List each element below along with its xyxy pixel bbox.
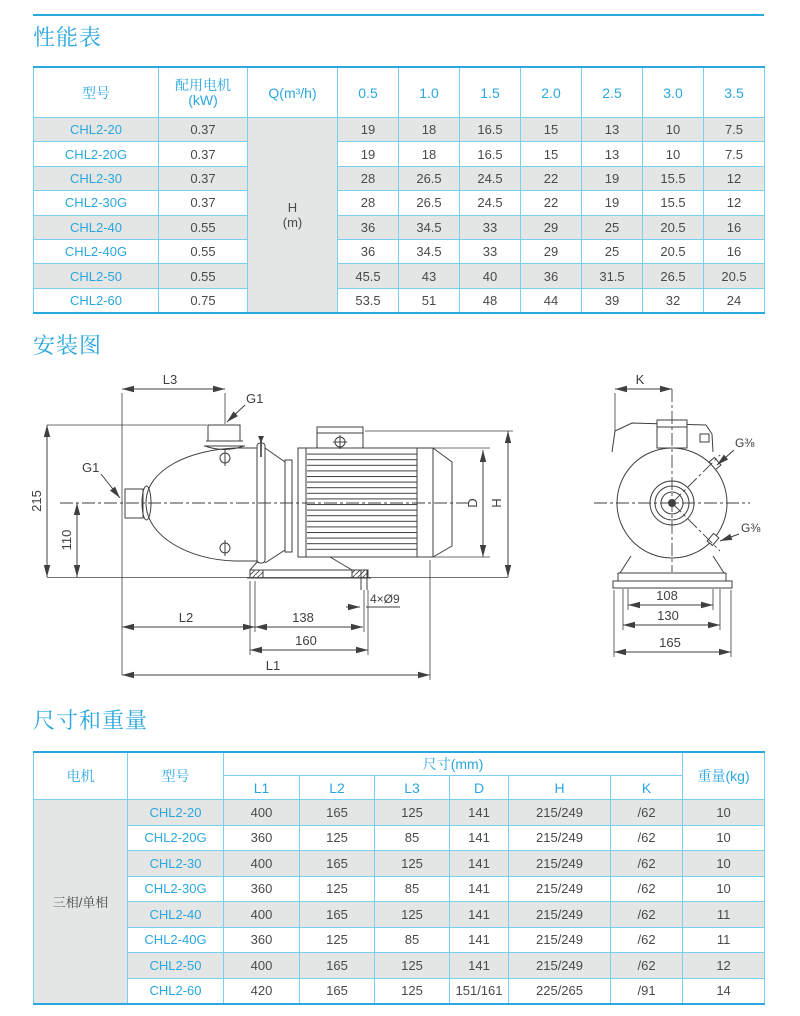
- dim-value-cell: 215/249: [509, 851, 611, 877]
- flow-value-cell: 16: [704, 215, 765, 239]
- flow-value-cell: 16.5: [460, 118, 521, 142]
- dim-value-cell: 85: [375, 927, 450, 953]
- dim-value-cell: 125: [375, 978, 450, 1004]
- weight-cell: 10: [683, 876, 765, 902]
- weight-cell: 12: [683, 953, 765, 979]
- weight-cell: 14: [683, 978, 765, 1004]
- dim-value-cell: /91: [611, 978, 683, 1004]
- model-cell: CHL2-50: [128, 953, 224, 979]
- col-header-dim-l1: L1: [224, 776, 300, 800]
- dim-value-cell: 85: [375, 876, 450, 902]
- model-cell: CHL2-60: [128, 978, 224, 1004]
- flow-value-cell: 45.5: [338, 264, 399, 288]
- dim-value-cell: 125: [375, 851, 450, 877]
- flow-value-cell: 26.5: [399, 166, 460, 190]
- dim-value-cell: 215/249: [509, 902, 611, 928]
- flow-value-cell: 36: [338, 239, 399, 263]
- motor-power-line2: (kW): [188, 91, 218, 108]
- flow-value-cell: 15: [521, 142, 582, 166]
- flow-value-cell: 39: [582, 288, 643, 313]
- dim-value-cell: 151/161: [450, 978, 509, 1004]
- dim-value-cell: 400: [224, 851, 300, 877]
- weight-cell: 10: [683, 825, 765, 851]
- dim-label-110: 110: [59, 529, 74, 551]
- flow-value-cell: 36: [521, 264, 582, 288]
- col-header-motor: 电机: [34, 752, 128, 800]
- dim-value-cell: /62: [611, 800, 683, 826]
- flow-value-cell: 10: [643, 118, 704, 142]
- power-cell: 0.75: [159, 288, 248, 313]
- flow-value-cell: 20.5: [704, 264, 765, 288]
- flow-value-cell: 7.5: [704, 142, 765, 166]
- dim-value-cell: /62: [611, 927, 683, 953]
- flow-value-cell: 28: [338, 166, 399, 190]
- model-cell: CHL2-20: [128, 800, 224, 826]
- dim-value-cell: 165: [300, 902, 375, 928]
- dim-value-cell: 420: [224, 978, 300, 1004]
- flow-value-cell: 19: [338, 118, 399, 142]
- dim-value-cell: 215/249: [509, 800, 611, 826]
- weight-cell: 11: [683, 902, 765, 928]
- section-title-performance: 性能表: [33, 25, 103, 50]
- dim-value-cell: 400: [224, 800, 300, 826]
- dimensions-row: [34, 876, 765, 902]
- base-feet: [247, 557, 371, 590]
- flow-value-cell: 43: [399, 264, 460, 288]
- terminal-box: [317, 427, 363, 449]
- dim-value-cell: 360: [224, 927, 300, 953]
- flow-value-cell: 13: [582, 142, 643, 166]
- dim-value-cell: /62: [611, 825, 683, 851]
- flow-value-cell: 19: [338, 142, 399, 166]
- dim-label-g1-left: G1: [82, 460, 100, 475]
- dim-value-cell: 215/249: [509, 953, 611, 979]
- col-header-flow-0: 0.5: [338, 67, 399, 118]
- power-cell: 0.37: [159, 118, 248, 142]
- performance-table: [33, 66, 765, 314]
- dimensions-row: [34, 953, 765, 979]
- inlet-port: [125, 489, 143, 518]
- col-header-flow-3: 2.0: [521, 67, 582, 118]
- flow-value-cell: 34.5: [399, 239, 460, 263]
- dim-label-160: 160: [295, 633, 317, 648]
- flow-value-cell: 19: [582, 191, 643, 215]
- col-header-flow-5: 3.0: [643, 67, 704, 118]
- col-header-weight: 重量(kg): [683, 752, 765, 800]
- flow-value-cell: 15.5: [643, 166, 704, 190]
- dim-value-cell: 125: [375, 800, 450, 826]
- dim-label-d: D: [465, 498, 480, 508]
- model-cell: CHL2-30G: [34, 191, 159, 215]
- flow-value-cell: 18: [399, 118, 460, 142]
- dim-value-cell: 141: [450, 825, 509, 851]
- flow-value-cell: 10: [643, 142, 704, 166]
- dim-value-cell: 165: [300, 800, 375, 826]
- lantern-adapter: [265, 448, 306, 563]
- flow-value-cell: 22: [521, 166, 582, 190]
- performance-row: [34, 166, 765, 190]
- section-title-installation: 安装图: [33, 333, 103, 358]
- dim-label-k: K: [635, 372, 645, 387]
- motor-type-merged-cell: 三相/单相: [34, 800, 128, 1005]
- flow-value-cell: 25: [582, 215, 643, 239]
- dim-label-h: H: [489, 498, 504, 508]
- flow-value-cell: 22: [521, 191, 582, 215]
- dim-label-138: 138: [292, 610, 314, 625]
- dim-label-g1-top: G1: [246, 391, 264, 406]
- flow-value-cell: 34.5: [399, 215, 460, 239]
- col-header-flow-1: 1.0: [399, 67, 460, 118]
- dim-label-g38-bottom: G⅜: [741, 521, 761, 535]
- col-header-dimensions-group: 尺寸(mm): [224, 752, 683, 776]
- flow-value-cell: 33: [460, 215, 521, 239]
- flow-value-cell: 19: [582, 166, 643, 190]
- dimensions-table: [33, 751, 765, 1005]
- power-cell: 0.55: [159, 239, 248, 263]
- model-cell: CHL2-50: [34, 264, 159, 288]
- dim-value-cell: 225/265: [509, 978, 611, 1004]
- dim-value-cell: /62: [611, 876, 683, 902]
- model-cell: CHL2-40: [128, 902, 224, 928]
- performance-row: [34, 191, 765, 215]
- col-header-dim-l3: L3: [375, 776, 450, 800]
- dim-value-cell: 215/249: [509, 876, 611, 902]
- top-rule: [33, 14, 764, 16]
- col-header-dim-l2: L2: [300, 776, 375, 800]
- flow-value-cell: 48: [460, 288, 521, 313]
- model-cell: CHL2-30: [128, 851, 224, 877]
- flow-value-cell: 31.5: [582, 264, 643, 288]
- flow-value-cell: 32: [643, 288, 704, 313]
- motor-body: [306, 448, 452, 557]
- flow-value-cell: 12: [704, 166, 765, 190]
- model-cell: CHL2-20G: [128, 825, 224, 851]
- model-cell: CHL2-30: [34, 166, 159, 190]
- flow-value-cell: 12: [704, 191, 765, 215]
- model-cell: CHL2-40: [34, 215, 159, 239]
- dim-value-cell: /62: [611, 953, 683, 979]
- vent-pin: [258, 436, 264, 457]
- flow-value-cell: 29: [521, 239, 582, 263]
- dim-value-cell: 400: [224, 902, 300, 928]
- performance-row: [34, 118, 765, 142]
- flow-value-cell: 40: [460, 264, 521, 288]
- dim-value-cell: /62: [611, 851, 683, 877]
- col-header-model: 型号: [34, 67, 159, 118]
- dimensions-row: [34, 825, 765, 851]
- col-header-dim-h: H: [509, 776, 611, 800]
- dim-value-cell: 215/249: [509, 825, 611, 851]
- performance-row: [34, 239, 765, 263]
- model-cell: CHL2-20G: [34, 142, 159, 166]
- weight-cell: 10: [683, 800, 765, 826]
- dim-value-cell: 141: [450, 927, 509, 953]
- dim-value-cell: 141: [450, 851, 509, 877]
- weight-cell: 10: [683, 851, 765, 877]
- col-header-motor-power: [159, 67, 248, 118]
- dim-value-cell: 165: [300, 978, 375, 1004]
- flow-value-cell: 51: [399, 288, 460, 313]
- dim-value-cell: 125: [375, 902, 450, 928]
- dim-value-cell: 165: [300, 851, 375, 877]
- power-cell: 0.37: [159, 191, 248, 215]
- flow-value-cell: 44: [521, 288, 582, 313]
- top-port: [204, 425, 245, 450]
- flow-value-cell: 28: [338, 191, 399, 215]
- col-header-dim-d: D: [450, 776, 509, 800]
- dim-value-cell: 215/249: [509, 927, 611, 953]
- flow-value-cell: 16: [704, 239, 765, 263]
- dim-value-cell: 360: [224, 825, 300, 851]
- col-header-flow-4: 2.5: [582, 67, 643, 118]
- col-header-flow-6: 3.5: [704, 67, 765, 118]
- head-symbol: H: [287, 200, 298, 216]
- head-unit: (m): [282, 215, 303, 231]
- dim-label-130: 130: [657, 608, 679, 623]
- power-cell: 0.55: [159, 264, 248, 288]
- performance-row: [34, 264, 765, 288]
- dim-label-165: 165: [659, 635, 681, 650]
- dim-value-cell: 400: [224, 953, 300, 979]
- dimensions-row: [34, 978, 765, 1004]
- performance-row: [34, 142, 765, 166]
- flow-value-cell: 26.5: [399, 191, 460, 215]
- flow-value-cell: 29: [521, 215, 582, 239]
- col-header-dim-k: K: [611, 776, 683, 800]
- model-cell: CHL2-60: [34, 288, 159, 313]
- dimensions-table-wrap: [33, 751, 765, 1005]
- dimensions-row: [34, 927, 765, 953]
- model-cell: CHL2-40G: [34, 239, 159, 263]
- flow-value-cell: 16.5: [460, 142, 521, 166]
- power-cell: 0.37: [159, 166, 248, 190]
- pump-side-view: [125, 425, 452, 590]
- front-terminal-box: [657, 420, 709, 448]
- pump-casing: [146, 448, 257, 561]
- flow-value-cell: 20.5: [643, 215, 704, 239]
- installation-diagram: [0, 372, 800, 690]
- power-cell: 0.55: [159, 215, 248, 239]
- section-title-dimensions: 尺寸和重量: [33, 708, 149, 733]
- col-header-flow-2: 1.5: [460, 67, 521, 118]
- dim-value-cell: 85: [375, 825, 450, 851]
- dim-value-cell: 125: [300, 927, 375, 953]
- model-cell: CHL2-40G: [128, 927, 224, 953]
- dim-label-holes: 4×Ø9: [370, 592, 400, 606]
- flow-value-cell: 7.5: [704, 118, 765, 142]
- dim-value-cell: 360: [224, 876, 300, 902]
- dimensions-row: [34, 800, 765, 826]
- performance-row: [34, 215, 765, 239]
- dim-value-cell: /62: [611, 902, 683, 928]
- col-header-flow-q: Q(m³/h): [248, 67, 338, 118]
- flow-value-cell: 15: [521, 118, 582, 142]
- flow-value-cell: 25: [582, 239, 643, 263]
- performance-table-wrap: [33, 66, 765, 314]
- dim-value-cell: 125: [300, 825, 375, 851]
- front-base: [613, 556, 732, 588]
- flow-value-cell: 24.5: [460, 191, 521, 215]
- dimensions-row: [34, 902, 765, 928]
- model-cell: CHL2-30G: [128, 876, 224, 902]
- dim-label-108: 108: [656, 588, 678, 603]
- flow-value-cell: 36: [338, 215, 399, 239]
- dim-value-cell: 141: [450, 902, 509, 928]
- flow-value-cell: 13: [582, 118, 643, 142]
- flow-value-cell: 18: [399, 142, 460, 166]
- dim-value-cell: 141: [450, 876, 509, 902]
- dim-label-g38-top: G⅜: [735, 436, 755, 450]
- dim-label-215: 215: [29, 490, 44, 512]
- dimensions-row: [34, 851, 765, 877]
- head-unit-merged-cell: [248, 118, 338, 314]
- flow-value-cell: 20.5: [643, 239, 704, 263]
- flow-value-cell: 15.5: [643, 191, 704, 215]
- flow-value-cell: 24: [704, 288, 765, 313]
- dim-value-cell: 141: [450, 953, 509, 979]
- performance-row: [34, 288, 765, 313]
- dim-value-cell: 125: [375, 953, 450, 979]
- dim-label-l1: L1: [265, 658, 281, 673]
- dim-label-l2: L2: [178, 610, 194, 625]
- dim-value-cell: 141: [450, 800, 509, 826]
- dim-value-cell: 165: [300, 953, 375, 979]
- dim-label-l3: L3: [162, 372, 178, 387]
- col-header-model: 型号: [128, 752, 224, 800]
- dim-value-cell: 125: [300, 876, 375, 902]
- power-cell: 0.37: [159, 142, 248, 166]
- flow-value-cell: 53.5: [338, 288, 399, 313]
- model-cell: CHL2-20: [34, 118, 159, 142]
- flow-value-cell: 26.5: [643, 264, 704, 288]
- flow-value-cell: 33: [460, 239, 521, 263]
- flow-value-cell: 24.5: [460, 166, 521, 190]
- weight-cell: 11: [683, 927, 765, 953]
- motor-power-line1: 配用电机: [175, 76, 231, 93]
